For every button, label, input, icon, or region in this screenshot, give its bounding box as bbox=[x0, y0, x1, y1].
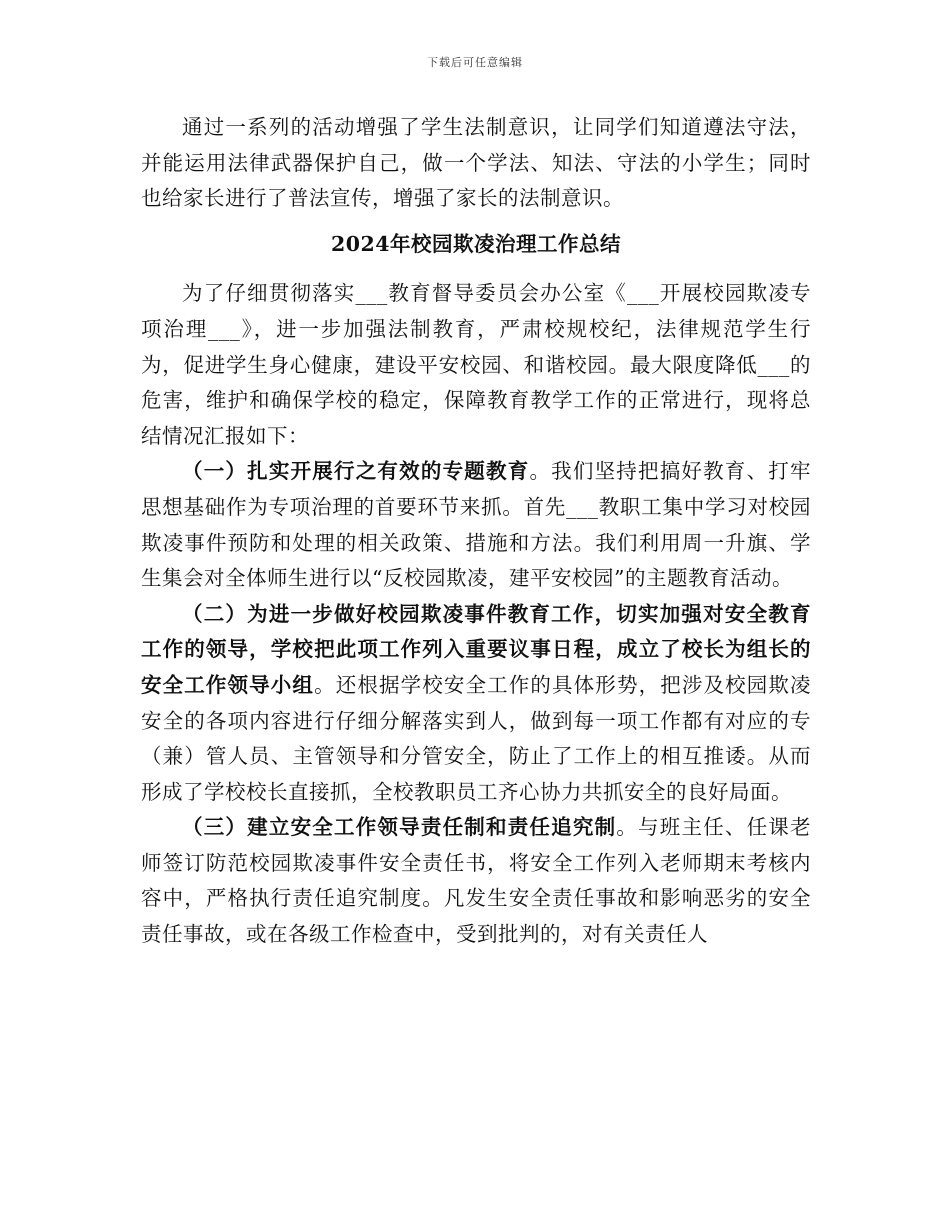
document-title: 2024年校园欺凌治理工作总结 bbox=[330, 231, 622, 256]
section-heading-3: （三）建立安全工作领导责任制和责任追究制 bbox=[182, 815, 617, 840]
section-paragraph-1 bbox=[141, 454, 811, 596]
section-paragraph-3 bbox=[141, 810, 811, 952]
section-body-2: 。还根据学校安全工作的具体形势，把涉及校园欺凌安全的各项内容进行仔细分解落实到人，做到每一项工作都有对应的专（兼）管人员、主管领导和分管安全，防止了工作上的相互推诿。从而形成了学校校长直接抓，全校教职员工齐心协力共抓安全的良好局面。 bbox=[141, 672, 812, 804]
section-heading-1: （一）扎实开展行之有效的专题教育 bbox=[182, 459, 530, 484]
opening-paragraph: 为了仔细贯彻落实___教育督导委员会办公室《___开展校园欺凌专项治理___》，进一步加强法制教育，严肃校规校纪，法律规范学生行为，促进学生身心健康，建设平安校园、和谐校园。最大限度降低___的危害，维护和确保学校的稳定，保障教育教学工作的正常进行，现将总结情况汇报如下： bbox=[141, 281, 811, 448]
section-paragraph-2 bbox=[141, 597, 811, 811]
page-header-note: 下载后可任意编辑 bbox=[427, 56, 523, 69]
section-heading-2: （二）为进一步做好校园欺凌事件教育工作，切实加强对安全教育工作的领导，学校把此项工作列入重要议事日程，成立了校长为组长的安全工作领导小组 bbox=[141, 601, 811, 697]
intro-paragraph: 通过一系列的活动增强了学生法制意识，让同学们知道遵法守法，并能运用法律武器保护自己，做一个学法、知法、守法的小学生；同时也给家长进行了普法宣传，增强了家长的法制意识。 bbox=[141, 115, 811, 211]
section-body-3: 。与班主任、任课老师签订防范校园欺凌事件安全责任书，将安全工作列入老师期末考核内容中，严格执行责任追究制度。凡发生安全责任事故和影响恶劣的安全责任事故，或在各级工作检查中，受到批判的，对有关责任人 bbox=[141, 815, 812, 947]
section-body-1: 。我们坚持把搞好教育、打牢思想基础作为专项治理的首要环节来抓。首先___教职工集中学习对校园欺凌事件预防和处理的相关政策、措施和方法。我们利用周一升旗、学生集会对全体师生进行以“反校园欺凌，建平安校园”的主题教育活动。 bbox=[141, 459, 812, 591]
document-body bbox=[141, 110, 811, 953]
